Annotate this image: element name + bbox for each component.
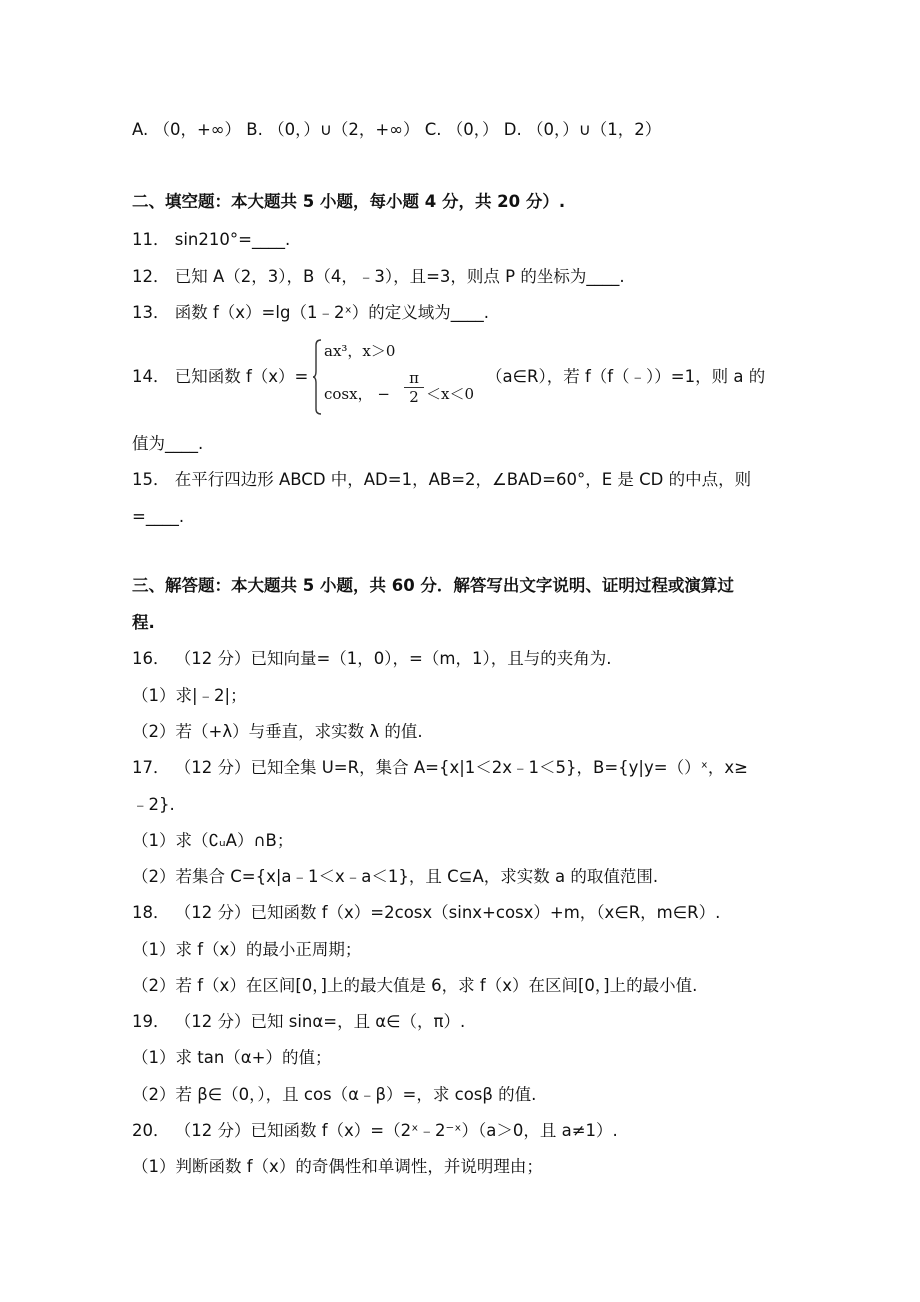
fraction-denominator: 2 — [409, 388, 419, 406]
section-3-heading-continuation: 程. — [132, 613, 155, 632]
question-12: 12． 已知 A（2，3），B（4，﹣3），且=3，则点 P 的坐标为____. — [132, 267, 625, 286]
piecewise-line-2a: cosx， − — [324, 385, 390, 403]
question-17-continuation: ﹣2}. — [132, 795, 175, 814]
left-brace-icon — [312, 339, 322, 415]
section-2-heading: 二、填空题：本大题共 5 小题，每小题 4 分，共 20 分）. — [132, 192, 566, 211]
question-14-suffix: （a∈R），若 f（f（﹣））=1，则 a 的 — [486, 367, 766, 386]
section-3-heading: 三、解答题：本大题共 5 小题，共 60 分．解答写出文字说明、证明过程或演算过 — [132, 576, 734, 595]
question-17-part-2: （2）若集合 C={x|a﹣1＜x﹣a＜1}，且 C⊆A，求实数 a 的取值范围. — [132, 867, 659, 886]
question-15: 15． 在平行四边形 ABCD 中，AD=1，AB=2，∠BAD=60°，E 是 CD 的中点，则 — [132, 470, 752, 489]
question-20: 20． （12 分）已知函数 f（x）=（2ˣ﹣2⁻ˣ）（a＞0，且 a≠1）. — [132, 1121, 618, 1140]
question-17-part-1: （1）求（∁ᵤA）∩B； — [132, 831, 294, 850]
question-16: 16． （12 分）已知向量=（1，0），=（m，1），且与的夹角为. — [132, 649, 612, 668]
fraction-numerator: π — [409, 369, 419, 387]
question-14-prefix: 14． 已知函数 f（x）= — [132, 367, 309, 386]
question-20-part-1: （1）判断函数 f（x）的奇偶性和单调性，并说明理由； — [132, 1157, 543, 1176]
question-19: 19． （12 分）已知 sinα=，且 α∈（，π）. — [132, 1012, 466, 1031]
piecewise-line-2b: ＜x＜0 — [426, 385, 475, 403]
question-18-part-1: （1）求 f（x）的最小正周期； — [132, 940, 362, 959]
question-17: 17． （12 分）已知全集 U=R，集合 A={x|1＜2x﹣1＜5}，B={y|y=（）ˣ，x≥ — [132, 758, 748, 777]
question-13: 13． 函数 f（x）=lg（1﹣2ˣ）的定义域为____. — [132, 303, 490, 322]
question-19-part-2: （2）若 β∈（0，），且 cos（α﹣β）=，求 cosβ 的值. — [132, 1085, 537, 1104]
question-15-continuation: =____. — [132, 507, 185, 526]
piecewise-line-1: ax³，x＞0 — [324, 342, 396, 360]
question-18-part-2: （2）若 f（x）在区间[0，]上的最大值是 6，求 f（x）在区间[0，]上的最小值. — [132, 976, 698, 995]
question-11: 11． sin210°=____. — [132, 230, 291, 249]
pi-over-2-fraction — [404, 369, 424, 406]
question-19-part-1: （1）求 tan（α+）的值； — [132, 1048, 332, 1067]
question-14-continuation: 值为____. — [132, 434, 204, 453]
question-16-part-2: （2）若（+λ）与垂直，求实数 λ 的值. — [132, 722, 423, 741]
choices-line-q10: A. （0，+∞） B. （0，）∪（2，+∞） C. （0，） D. （0，）∪（1，2） — [132, 120, 662, 139]
question-16-part-1: （1）求|﹣2|； — [132, 686, 247, 705]
question-18: 18． （12 分）已知函数 f（x）=2cosx（sinx+cosx）+m，（x∈R，m∈R）. — [132, 903, 721, 922]
piecewise-function — [312, 339, 480, 415]
